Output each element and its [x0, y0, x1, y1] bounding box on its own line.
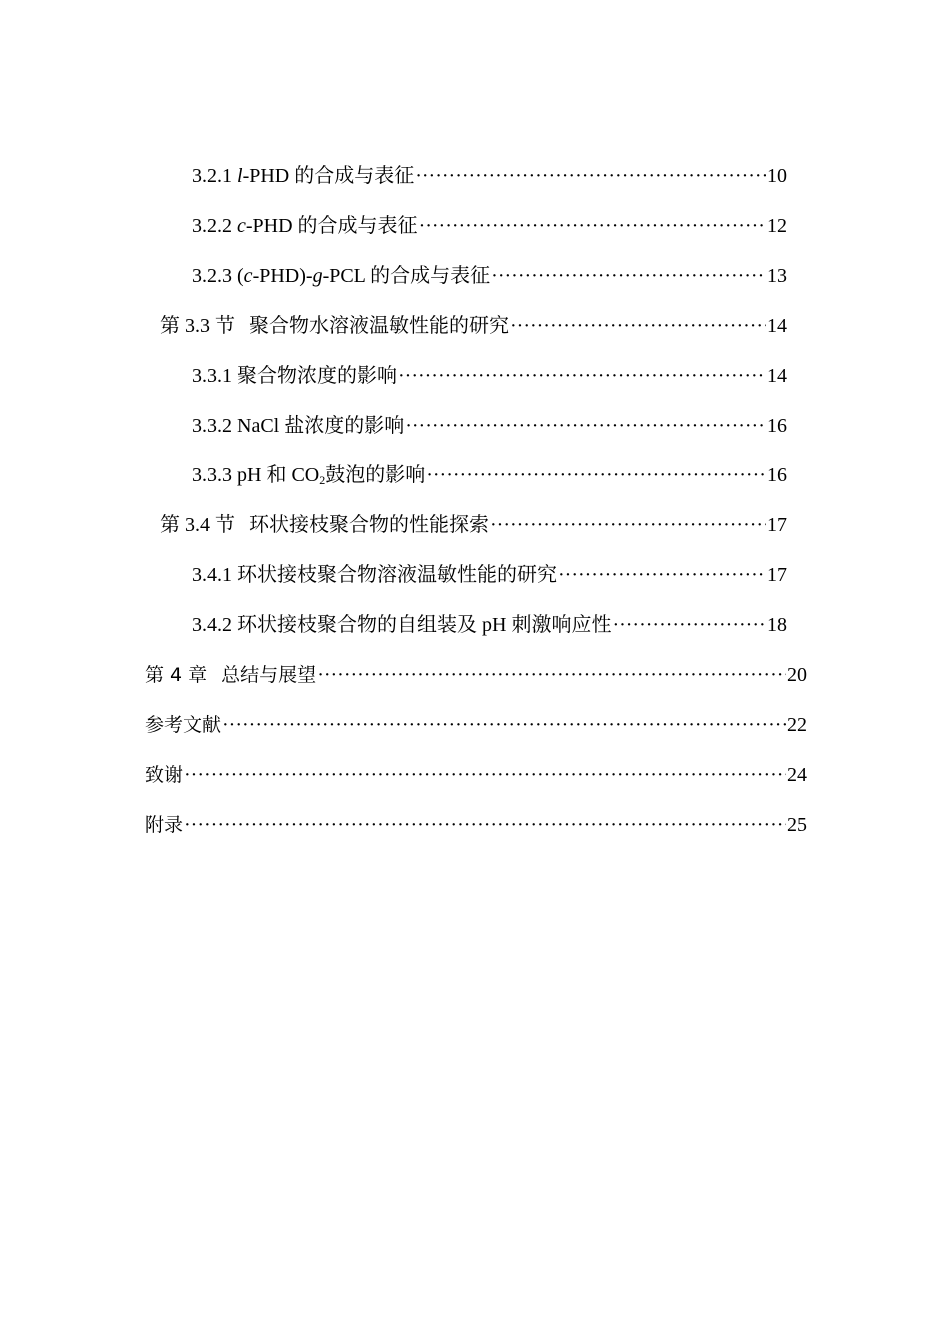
toc-entry-title: 3.3.2 NaCl 盐浓度的影响	[192, 415, 405, 437]
toc-page-number: 17	[767, 514, 787, 536]
toc-entry-appendix[interactable]	[145, 811, 807, 839]
toc-entry-3-4-2[interactable]	[192, 611, 787, 639]
toc-page-number: 13	[767, 265, 787, 287]
toc-entry-title: 3.4.1 环状接枝聚合物溶液温敏性能的研究	[192, 564, 557, 586]
toc-page-number: 10	[767, 165, 787, 187]
chapter-label: 第 4 章	[145, 664, 208, 686]
toc-page-number: 12	[767, 215, 787, 237]
dot-leader	[317, 661, 786, 689]
dot-leader	[405, 412, 766, 440]
toc-entry-title: 致谢	[145, 764, 184, 786]
toc-page-number: 18	[767, 614, 787, 636]
section-label: 第 3.3 节	[160, 315, 235, 337]
toc-entry-title: 3.3.3 pH 和 $CO_2$鼓泡的影响	[192, 464, 426, 487]
toc-entry-3-2-3[interactable]	[192, 262, 787, 290]
section-label: 第 3.4 节	[160, 514, 235, 536]
toc-entry-3-3-1[interactable]	[192, 362, 787, 390]
toc-page-number: 14	[767, 365, 787, 387]
toc-entry-references[interactable]	[145, 711, 807, 739]
toc-entry-title: 3.4.2 环状接枝聚合物的自组装及 pH 刺激响应性	[192, 614, 612, 636]
toc-page-number: 17	[767, 564, 787, 586]
toc-entry-title: 3.2.3 (c-PHD)-g-PCL 的合成与表征	[192, 265, 491, 287]
toc-entry-3-2-2[interactable]	[192, 212, 787, 240]
toc-entry-3-2-1[interactable]	[192, 162, 787, 190]
toc-entry-3-3-2[interactable]	[192, 412, 787, 440]
toc-entry-title: 3.3.1 聚合物浓度的影响	[192, 365, 397, 387]
dot-leader	[222, 711, 786, 739]
dot-leader	[426, 461, 766, 489]
toc-entry-title: 3.2.2 c-PHD 的合成与表征	[192, 215, 418, 237]
toc-entry-section-3-3[interactable]	[160, 312, 787, 340]
toc-page-number: 16	[767, 464, 787, 486]
dot-leader	[415, 162, 766, 190]
dot-leader	[558, 561, 766, 589]
toc-page-number: 14	[767, 315, 787, 337]
dot-leader	[491, 262, 766, 290]
dot-leader	[398, 362, 766, 390]
toc-entry-title: 参考文献	[145, 714, 222, 736]
toc-entry-title: 第 4 章 总结与展望	[145, 664, 317, 686]
toc-entry-chapter-4[interactable]	[145, 661, 807, 689]
dot-leader	[184, 761, 786, 789]
dot-leader	[612, 611, 766, 639]
dot-leader	[510, 312, 766, 340]
dot-leader	[419, 212, 766, 240]
toc-entry-title: 3.2.1 l-PHD 的合成与表征	[192, 165, 415, 187]
toc-entry-3-4-1[interactable]	[192, 561, 787, 589]
toc-page-number: 25	[787, 814, 807, 836]
toc-entry-title: 第 3.4 节 环状接枝聚合物的性能探索	[160, 514, 489, 536]
toc-page-number: 24	[787, 764, 807, 786]
toc-entry-section-3-4[interactable]	[160, 511, 787, 539]
toc-page-number: 22	[787, 714, 807, 736]
toc-page-number: 20	[787, 664, 807, 686]
dot-leader	[490, 511, 766, 539]
toc-page-number: 16	[767, 415, 787, 437]
toc-entry-acknowledgements[interactable]	[145, 761, 807, 789]
dot-leader	[184, 811, 786, 839]
toc-entry-3-3-3[interactable]	[192, 461, 787, 489]
toc-entry-title: 第 3.3 节 聚合物水溶液温敏性能的研究	[160, 315, 509, 337]
toc-entry-title: 附录	[145, 814, 184, 836]
